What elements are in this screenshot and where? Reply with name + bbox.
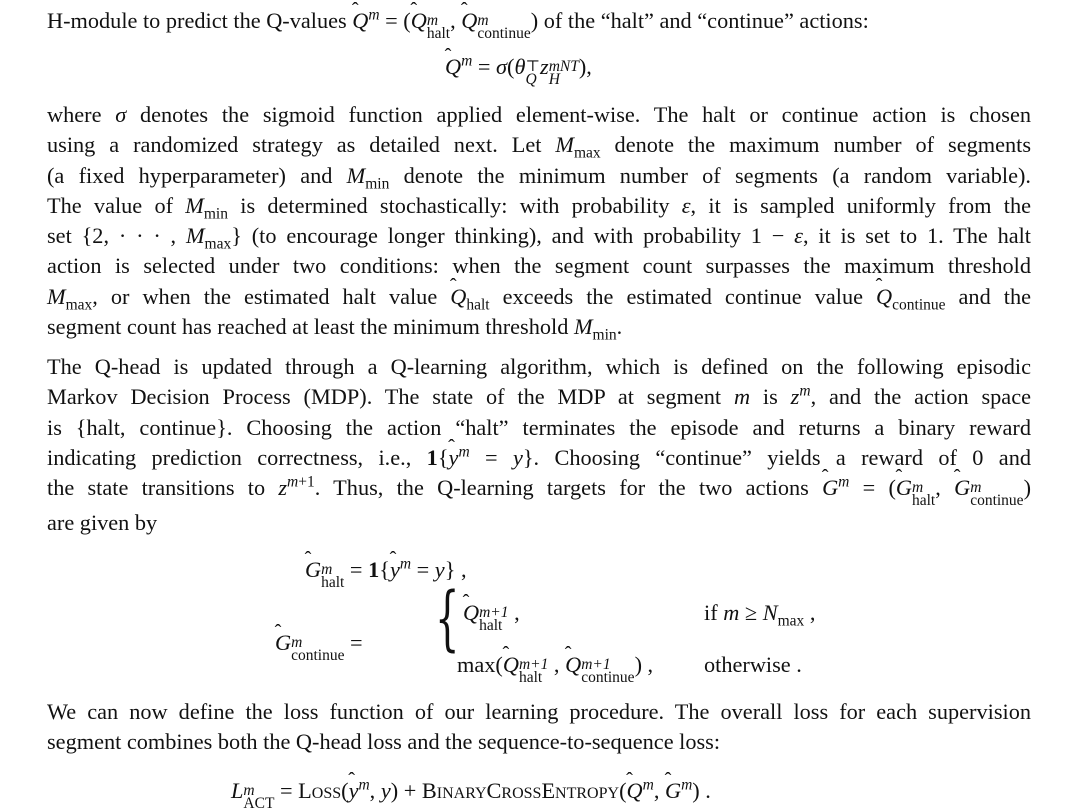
p1-line-2: using a randomized strategy as detailed next. Let $M_{max}$ denote the maximum number of segments — [47, 132, 1032, 162]
p2-line-1: The Q-head is updated through a Q-learning algorithm, which is defined on the following episodic — [47, 354, 1031, 379]
p2-line-5: the state transitions to $z^{m+1}$. Thus, the Q-learning targets for the two actions ̂ $G^m$ = (̂ G m halt , ̂ G m continue ) — [47, 473, 1031, 508]
case-1-condition: if $m \ge N_{max}$ , — [704, 600, 816, 630]
p1-line-1: where σ denotes the sigmoid function applied element-wise. The halt or continue action is chosen — [47, 102, 1031, 127]
intro-text-end: of the “halt” and “continue” actions: — [538, 8, 869, 33]
case-1-value: ̂ Q m+1 halt , — [463, 598, 520, 633]
p2-line-4: indicating prediction correctness, i.e., 1{̂ $y^m = y$}. Choosing “continue” yields a reward of 0 and — [47, 443, 1031, 473]
loss-function-name: Loss — [298, 778, 342, 803]
p3-line-2: segment combines both the Q-head loss and the sequence-to-sequence loss: — [47, 729, 721, 755]
p3-line-1: We can now define the loss function of our learning procedure. The overall loss for each supervision — [47, 699, 1031, 724]
p2-line-6: are given by — [47, 510, 158, 536]
p2-line-3: is {halt, continue}. Choosing the action “halt” terminates the episode and returns a binary reward — [47, 414, 1031, 440]
p1-line-3: (a fixed hyperparameter) and $M_{min}$ denote the minimum number of segments (a random variable). — [47, 162, 1031, 193]
equation-q-sigmoid: ̂ $Q^m = \sigma(\theta$ ⊤ Q z mNT H ), — [445, 52, 592, 87]
p1-line-5: set {2, · · · , $M_{max}$} (to encourage longer thinking), and with probability 1 − ε, it is set to 1. The halt — [47, 223, 1032, 253]
bce-function-name: BinaryCrossEntropy — [421, 778, 620, 803]
p1-line-6: action is selected under two conditions: when the segment count surpasses the maximum threshold — [47, 253, 1031, 279]
cases-brace: { — [435, 577, 460, 659]
p2-line-2: Markov Decision Process (MDP). The state of the MDP at segment m is $z^m$, and the action space — [47, 382, 1031, 410]
paragraph-halting — [47, 100, 1031, 342]
equation-g-halt: ̂ G m halt = 1{̂ $y^m = y$} , — [305, 555, 467, 590]
case-2-value: max(̂ Q m+1 halt , ̂ Q m+1 continue ) , — [457, 650, 653, 685]
paragraph-q-learning — [47, 352, 1031, 539]
paragraph-loss — [47, 697, 1031, 758]
p1-line-7: $M_{max}$, or when the estimated halt value ̂ $Q_{halt}$ exceeds the estimated continue value ̂ $Q_{continue}$ and the — [47, 282, 1031, 312]
equation-loss: L m ACT = Loss(̂ $y^m$, y) + BinaryCrossEntropy(̂ $Q^m$, ̂ $G^m$) . — [231, 776, 711, 811]
p1-line-4: The value of $M_{min}$ is determined stochastically: with probability ε, it is sampled uniformly from the — [47, 192, 1031, 223]
intro-text: H-module to predict the Q-values — [47, 8, 353, 33]
math-q-hat: ̂ Q — [352, 6, 368, 36]
equation-g-continue-lhs: ̂ G m continue = — [275, 628, 363, 663]
p1-line-8: segment count has reached at least the minimum threshold $M_{min}$. — [47, 314, 623, 344]
text-line-intro: H-module to predict the Q-values ̂ $Q^m$ = (̂ Q m halt , ̂ Q m continue ) of the “halt” and “continue” actions: — [47, 6, 869, 41]
case-2-condition: otherwise . — [704, 652, 802, 677]
